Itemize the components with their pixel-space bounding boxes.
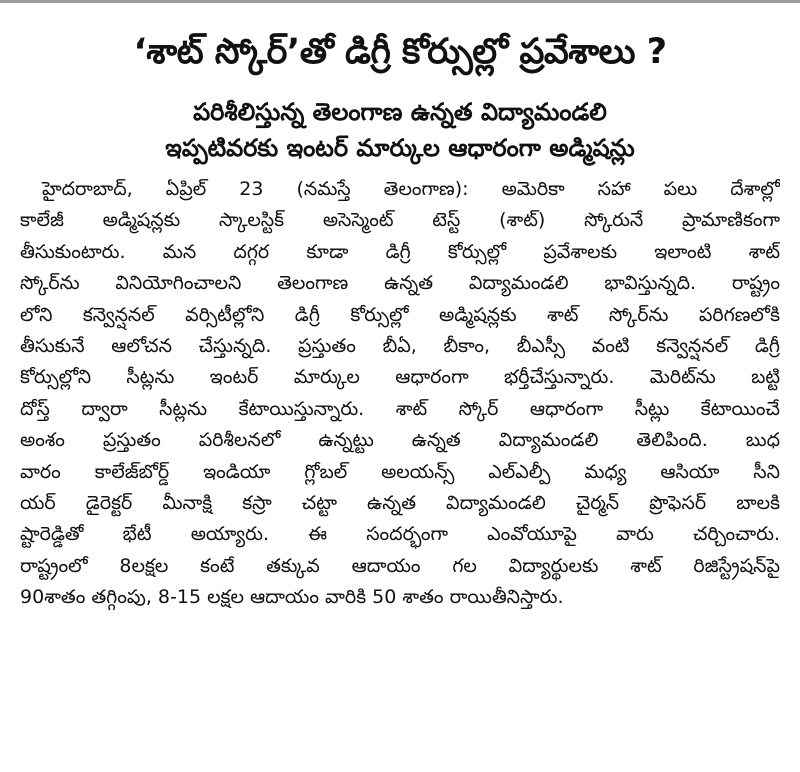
body-line: రాష్ట్రంలో 8లక్షల కంటే తక్కువ ఆదాయం గల విద్యార్థులకు శాట్ రిజిస్ట్రేషన్‌పై xyxy=(20,554,780,577)
body-line: కోర్సుల్లోని సీట్లను ఇంటర్ మార్కుల ఆధారంగా భర్తీచేస్తున్నారు. మెరిట్‌ను బట్టి xyxy=(20,366,780,389)
body-line: తీసుకుంటారు. మన దగ్గర కూడా డిగ్రీ కోర్సుల్లో ప్రవేశాలకు ఇలాంటి శాట్ xyxy=(20,240,780,263)
body-line: 90శాతం తగ్గింపు, 8-15 లక్షల ఆదాయం వారికి 50 శాతం రాయితీనిస్తారు. xyxy=(20,586,564,609)
body-line: తీసుకునే ఆలోచన చేస్తున్నది. ప్రస్తుతం బీఏ, బీకాం, బీఎస్సీ వంటి కన్వెన్షనల్ డిగ్రీ xyxy=(20,334,780,357)
subheadline-line: పరిశీలిస్తున్న తెలంగాణ ఉన్నత విద్యామండలి xyxy=(193,98,607,126)
body-line: హైదరాబాద్, ఏప్రిల్ 23 (నమస్తే తెలంగాణ): అమెరికా సహా పలు దేశాల్లో xyxy=(42,178,780,200)
body-line: కాలేజీ అడ్మిషన్లకు స్కాలస్టిక్ అసెస్మెంట్ టెస్ట్ (శాట్) స్కోరునే ప్రామాణికంగా xyxy=(20,209,780,232)
body-line: వారం కాలేజ్‌బోర్డ్ ఇండియా గ్లోబల్ అలయన్స్ ఎల్ఎల్పీ మధ్య ఆసియా సీని xyxy=(20,460,780,483)
article-body xyxy=(20,174,780,613)
article-subheadline xyxy=(20,94,780,166)
top-divider xyxy=(0,0,800,3)
body-line: స్కోర్‌ను వినియోగించాలని తెలంగాణ ఉన్నత విద్యామండలి భావిస్తున్నది. రాష్ట్రం xyxy=(20,272,780,295)
article-headline: ‘శాట్ స్కోర్’తో డిగ్రీ కోర్సుల్లో ప్రవేశాలు ? xyxy=(133,32,667,72)
body-line: అంశం ప్రస్తుతం పరిశీలనలో ఉన్నట్టు ఉన్నత విద్యామండలి తెలిపింది. బుధ xyxy=(20,429,780,452)
body-line: లోని కన్వెన్షనల్ వర్సిటీల్లోని డిగ్రీ కోర్సుల్లో అడ్మిషన్లకు శాట్ స్కోర్‌ను పరిగణలోకి xyxy=(20,303,780,326)
body-line: ష్టారెడ్డితో భేటీ అయ్యారు. ఈ సందర్భంగా ఎంవోయూపై వారు చర్చించారు. xyxy=(20,523,780,546)
news-article xyxy=(20,28,780,613)
body-line: యర్ డైరెక్టర్ మీనాక్షి కస్రా చట్టా ఉన్నత విద్యామండలి చైర్మన్ ప్రొఫెసర్ బాలకి xyxy=(20,491,780,514)
body-line: దోస్త్ ద్వారా సీట్లను కేటాయిస్తున్నారు. శాట్ స్కోర్ ఆధారంగా సీట్లు కేటాయించే xyxy=(20,397,780,420)
subheadline-line: ఇప్పటివరకు ఇంటర్ మార్కుల ఆధారంగా అడ్మిషన్లు xyxy=(165,134,635,162)
